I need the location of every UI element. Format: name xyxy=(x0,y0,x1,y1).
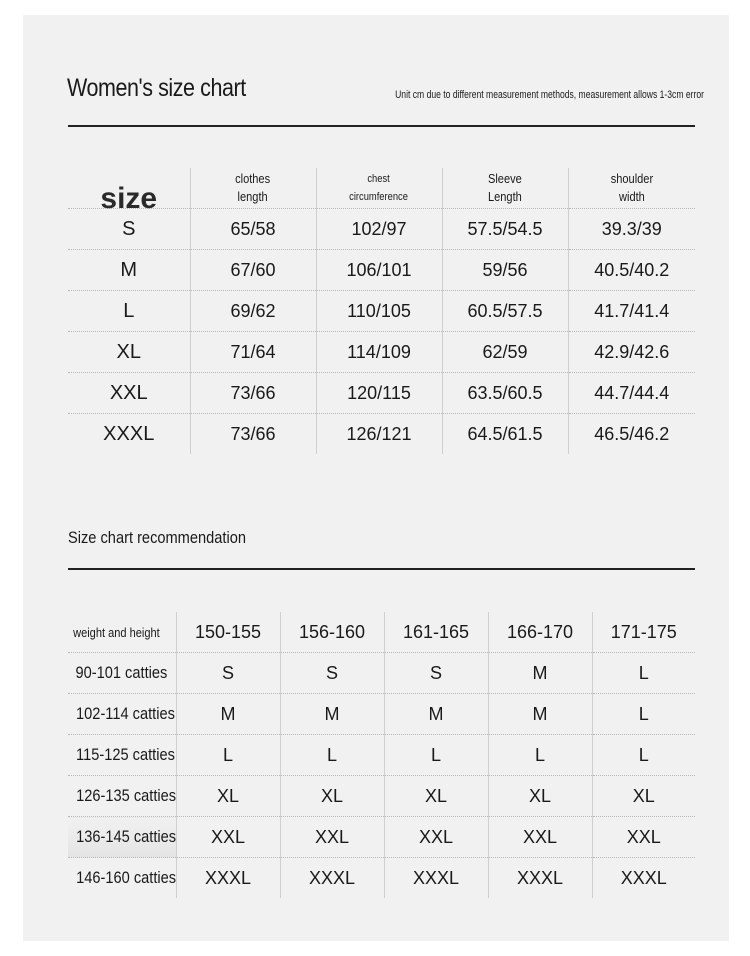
table-row xyxy=(68,653,695,694)
title-divider xyxy=(68,125,695,127)
table-cell: S xyxy=(176,653,280,694)
table-cell: XXXL xyxy=(592,858,695,899)
chest-circumference-header: chest circumference xyxy=(316,168,442,209)
table-cell: XL xyxy=(488,776,592,817)
table-cell: M xyxy=(280,694,384,735)
table-cell: XXXL xyxy=(488,858,592,899)
height-header: 166-170 xyxy=(488,612,592,653)
table-cell: 73/66 xyxy=(190,373,316,414)
weight-label: 115-125 catties xyxy=(68,735,176,776)
table-row xyxy=(68,735,695,776)
height-header: 150-155 xyxy=(176,612,280,653)
clothes-length-header: clothes length xyxy=(190,168,316,209)
table-cell: 39.3/39 xyxy=(568,209,695,250)
table-row xyxy=(68,414,695,455)
table-cell: XXL xyxy=(384,817,488,858)
table-cell: XXXL xyxy=(176,858,280,899)
measurement-note: Unit cm due to different measurement methods, measurement allows 1-3cm error xyxy=(395,89,704,101)
table-cell: 63.5/60.5 xyxy=(442,373,568,414)
table-cell: 59/56 xyxy=(442,250,568,291)
table-cell: 71/64 xyxy=(190,332,316,373)
table-cell: XXL xyxy=(280,817,384,858)
size-label: XL xyxy=(68,332,190,373)
table-cell: 106/101 xyxy=(316,250,442,291)
table-row xyxy=(68,776,695,817)
table-cell: 102/97 xyxy=(316,209,442,250)
table-cell: L xyxy=(384,735,488,776)
table-row xyxy=(68,817,695,858)
height-header: 156-160 xyxy=(280,612,384,653)
weight-label: 102-114 catties xyxy=(68,694,176,735)
recommendation-header xyxy=(68,612,695,653)
weight-label: 136-145 catties xyxy=(68,817,176,858)
weight-label: 126-135 catties xyxy=(68,776,176,817)
table-cell: 69/62 xyxy=(190,291,316,332)
size-table-header xyxy=(68,168,695,209)
recommendation-title: Size chart recommendation xyxy=(68,528,246,547)
table-cell: XXXL xyxy=(384,858,488,899)
table-cell: 57.5/54.5 xyxy=(442,209,568,250)
table-cell: L xyxy=(488,735,592,776)
table-cell: M xyxy=(488,653,592,694)
table-cell: M xyxy=(176,694,280,735)
table-cell: XXL xyxy=(176,817,280,858)
table-cell: L xyxy=(592,694,695,735)
table-cell: 40.5/40.2 xyxy=(568,250,695,291)
table-cell: 126/121 xyxy=(316,414,442,455)
size-column-header: size xyxy=(100,182,158,215)
table-cell: 42.9/42.6 xyxy=(568,332,695,373)
table-cell: 41.7/41.4 xyxy=(568,291,695,332)
size-label: L xyxy=(68,291,190,332)
weight-label: 146-160 catties xyxy=(68,858,176,899)
table-cell: 44.7/44.4 xyxy=(568,373,695,414)
table-row xyxy=(68,858,695,899)
table-cell: XL xyxy=(280,776,384,817)
table-cell: S xyxy=(384,653,488,694)
size-label: M xyxy=(68,250,190,291)
table-cell: XXXL xyxy=(280,858,384,899)
table-cell: 46.5/46.2 xyxy=(568,414,695,455)
height-header: 161-165 xyxy=(384,612,488,653)
weight-label: 90-101 catties xyxy=(68,653,176,694)
table-cell: M xyxy=(384,694,488,735)
page-title: Women's size chart xyxy=(67,74,246,102)
table-cell: L xyxy=(280,735,384,776)
table-row xyxy=(68,694,695,735)
table-cell: 73/66 xyxy=(190,414,316,455)
table-cell: XL xyxy=(592,776,695,817)
sleeve-length-header: Sleeve Length xyxy=(442,168,568,209)
table-row xyxy=(68,209,695,250)
table-cell: 64.5/61.5 xyxy=(442,414,568,455)
table-cell: XXL xyxy=(488,817,592,858)
table-cell: XL xyxy=(176,776,280,817)
weight-height-header: weight and height xyxy=(73,624,160,640)
table-cell: L xyxy=(176,735,280,776)
table-cell: 62/59 xyxy=(442,332,568,373)
table-cell: 120/115 xyxy=(316,373,442,414)
height-header: 171-175 xyxy=(592,612,695,653)
size-label: S xyxy=(68,209,190,250)
table-cell: M xyxy=(488,694,592,735)
table-row xyxy=(68,373,695,414)
size-table xyxy=(68,168,695,454)
recommendation-table xyxy=(68,612,695,898)
table-cell: L xyxy=(592,735,695,776)
size-label: XXL xyxy=(68,373,190,414)
table-cell: 110/105 xyxy=(316,291,442,332)
table-row xyxy=(68,250,695,291)
size-label: XXXL xyxy=(68,414,190,455)
table-cell: L xyxy=(592,653,695,694)
table-cell: 65/58 xyxy=(190,209,316,250)
table-cell: 60.5/57.5 xyxy=(442,291,568,332)
recommendation-divider xyxy=(68,568,695,570)
table-cell: XL xyxy=(384,776,488,817)
table-row xyxy=(68,291,695,332)
table-row xyxy=(68,332,695,373)
table-cell: 114/109 xyxy=(316,332,442,373)
shoulder-width-header: shoulder width xyxy=(568,168,695,209)
table-cell: S xyxy=(280,653,384,694)
table-cell: 67/60 xyxy=(190,250,316,291)
table-cell: XXL xyxy=(592,817,695,858)
